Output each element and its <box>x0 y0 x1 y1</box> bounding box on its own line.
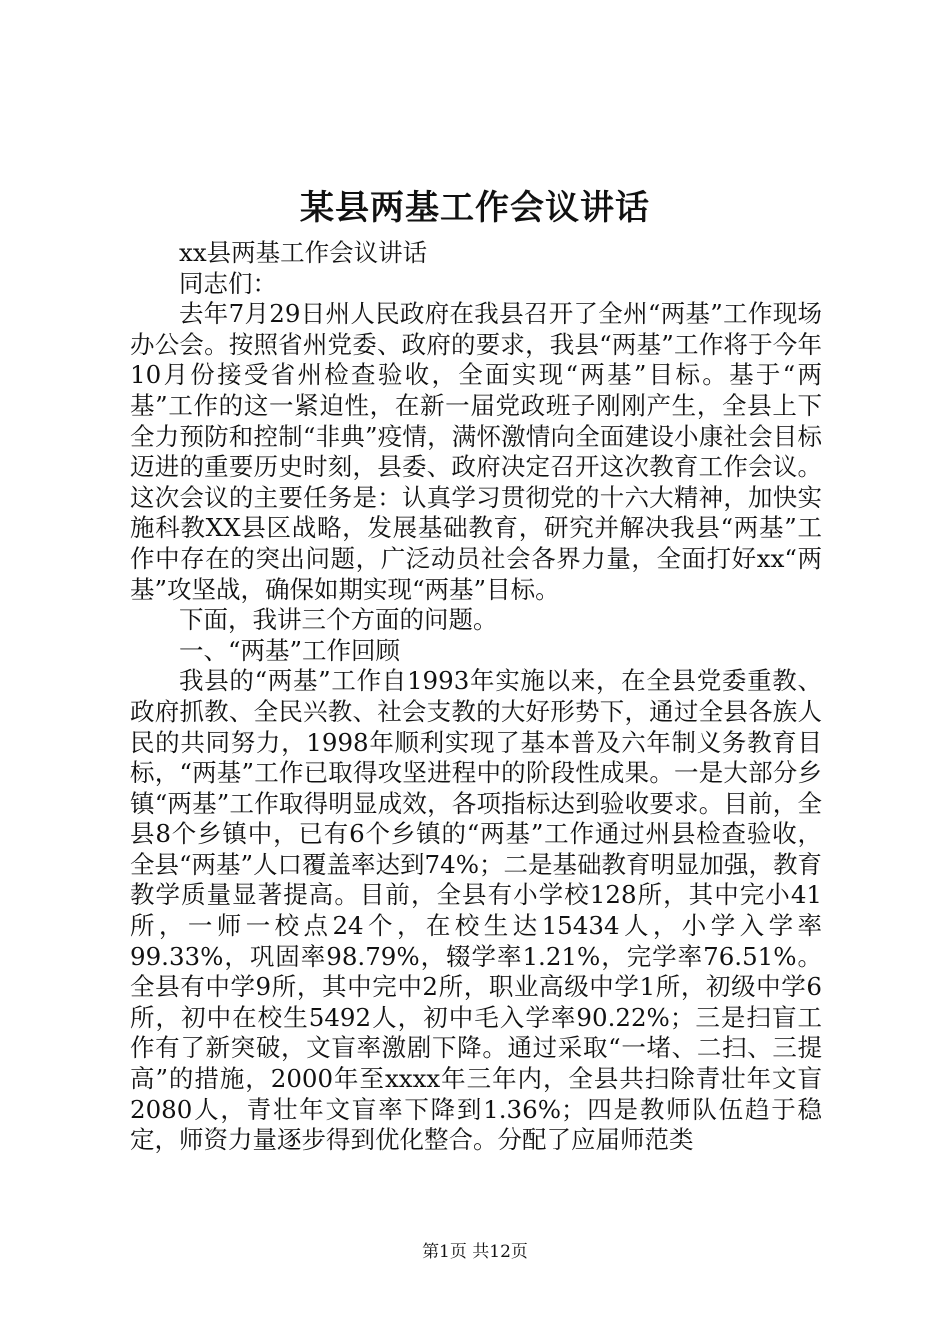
body-paragraph: 去年7月29日州人民政府在我县召开了全州“两基”工作现场办公会。按照省州党委、政府的要求，我县“两基”工作将于今年10月份接受省州检查验收，全面实现“两基”目标。基于“两基”工作的这一紧迫性，在新一届党政班子刚刚产生，全县上下全力预防和控制“非典”疫情，满怀激情向全面建设小康社会目标迈进的重要历史时刻，县委、政府决定召开这次教育工作会议。这次会议的主要任务是：认真学习贯彻党的十六大精神，加快实施科教XX县区战略，发展基础教育，研究并解决我县“两基”工作中存在的突出问题，广泛动员社会各界力量，全面打好xx“两基”攻坚战，确保如期实现“两基”目标。 <box>130 299 822 604</box>
body-paragraph-salutation: 同志们： <box>179 268 277 298</box>
document-title: 某县两基工作会议讲话 <box>300 188 650 228</box>
document-body <box>130 238 822 1156</box>
body-paragraph-heading: xx县两基工作会议讲话 <box>179 238 428 267</box>
body-paragraph: 下面，我讲三个方面的问题。 <box>179 605 498 635</box>
body-paragraph: 我县的“两基”工作自1993年实施以来，在全县党委重教、政府抓教、全民兴教、社会支教的大好形势下，通过全县各族人民的共同努力，1998年顺利实现了基本普及六年制义务教育目标，“两基”工作已取得攻坚进程中的阶段性成果。一是大部分乡镇“两基”工作取得明显成效，各项指标达到验收要求。目前，全县8个乡镇中，已有6个乡镇的“两基”工作通过州县检查验收，全县“两基”人口覆盖率达到74%；二是基础教育明显加强，教育教学质量显著提高。目前，全县有小学校128所，其中完小41所，一师一校点24个，在校生达15434人，小学入学率99.33%，巩固率98.79%，辍学率1.21%，完学率76.51%。全县有中学9所，其中完中2所，职业高级中学1所，初级中学6所，初中在校生5492人，初中毛入学率90.22%；三是扫盲工作有了新突破，文盲率激剧下降。通过采取“一堵、二扫、三提高”的措施，2000年至xxxx年三年内，全县共扫除青壮年文盲2080人，青壮年文盲率下降到1.36%；四是教师队伍趋于稳定，师资力量逐步得到优化整合。分配了应届师范类 <box>130 666 823 1155</box>
page-footer: 第1页 共12页 <box>422 1242 528 1262</box>
section-heading: 一、“两基”工作回顾 <box>179 635 401 665</box>
